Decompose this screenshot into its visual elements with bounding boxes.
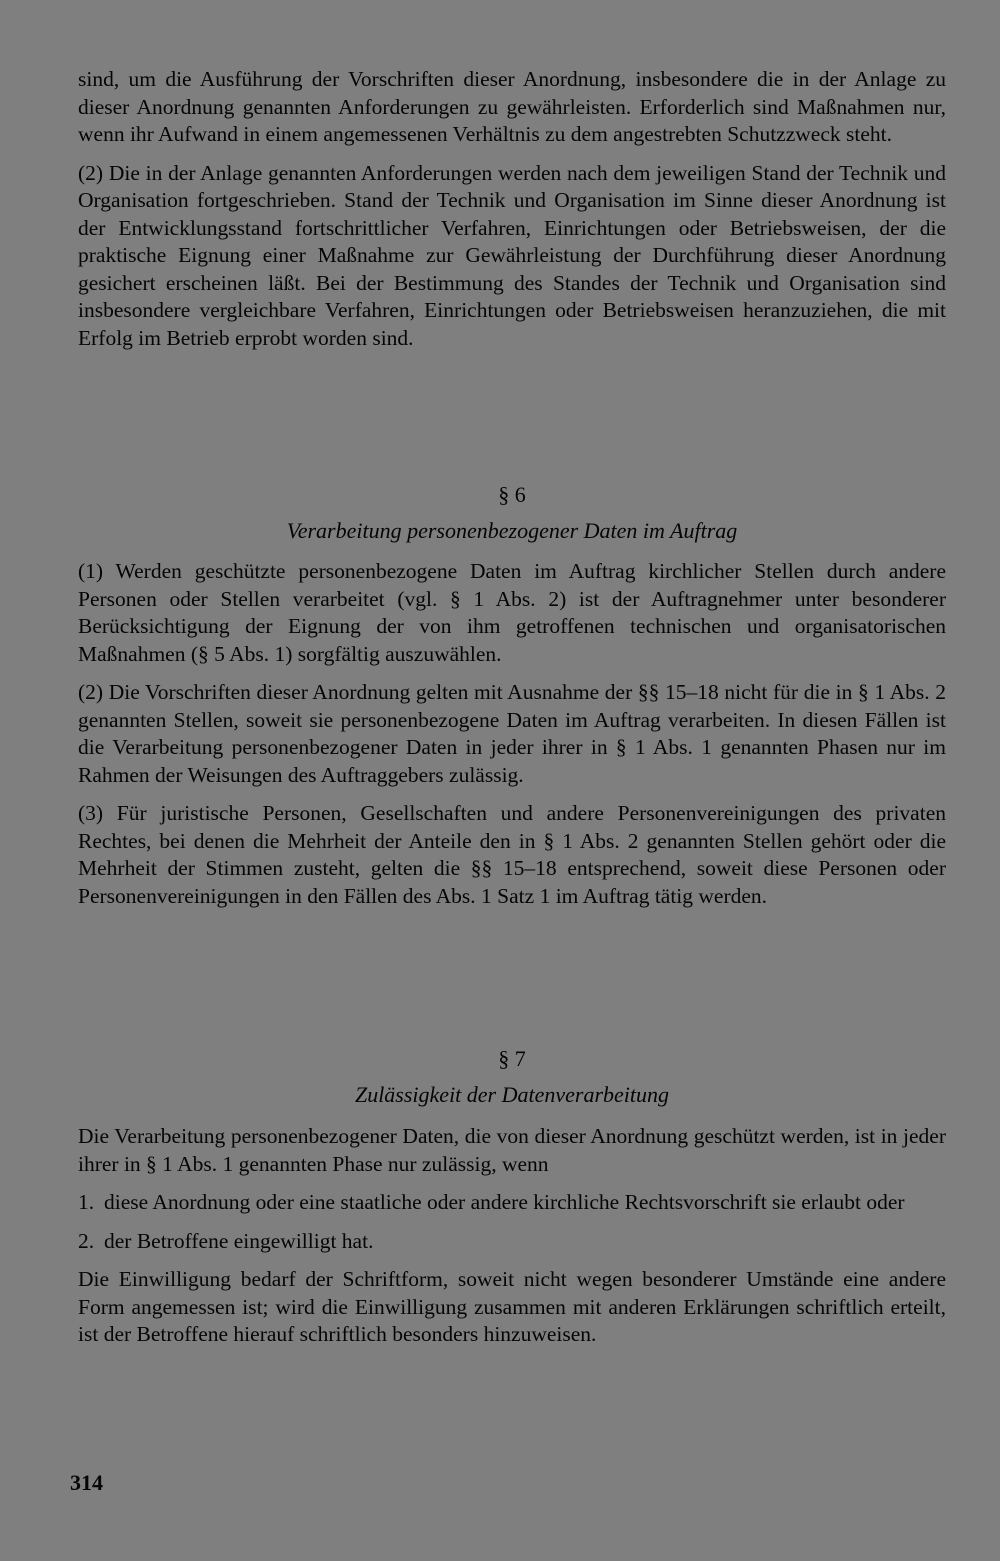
section-6-title: Verarbeitung personenbezogener Daten im Auftrag [286, 518, 738, 543]
section-6-body [78, 558, 946, 910]
list-item-number: 2. [78, 1228, 95, 1253]
section-7-title: Zulässigkeit der Datenverarbeitung [354, 1082, 670, 1107]
page-number: 314 [70, 1470, 103, 1495]
section-7-body [78, 1123, 946, 1349]
list-item-number: 1. [78, 1190, 95, 1214]
paragraph-continuation: sind, um die Ausführung der Vorschriften dieser Anordnung, insbesondere die in der Anlage zu dieser Anordnung genannten Anforderungen zu gewährleisten. Erforderlich sind Maßnahmen nur, wenn ihr Aufwand in einem angemessenen Verhältnis zu dem angestrebten Schutzzweck steht. [78, 67, 946, 146]
paragraph-6-1: (1) Werden geschützte personenbezogene Daten im Auftrag kirchlicher Stellen durch andere Personen oder Stellen verarbeitet (vgl. § 1 Abs. 2) ist der Auftragnehmer unter besonderer Berücksichtigung der Eignung der von ihm getroffenen technischen und organisatorischen Maßnahmen (§ 5 Abs. 1) sorgfältig auszuwählen. [78, 559, 946, 666]
list-item [78, 1189, 946, 1217]
paragraph-7-outro: Die Einwilligung bedarf der Schriftform, soweit nicht wegen besonderer Umstände eine andere Form angemessen ist; wird die Einwilligung zusammen mit anderen Erklärungen schriftlich erteilt, ist der Betroffene hierauf schriftlich besonders hinzuweisen. [78, 1267, 946, 1346]
section-7-number: § 7 [498, 1046, 526, 1071]
section-6-number: § 6 [498, 482, 526, 507]
list-item [78, 1228, 946, 1256]
text-top [78, 66, 946, 352]
list-item-text: diese Anordnung oder eine staatliche oder andere kirchliche Rechtsvorschrift sie erlaubt oder [104, 1190, 905, 1214]
paragraph-6-3: (3) Für juristische Personen, Gesellschaften und andere Personenvereinigungen des privaten Rechtes, bei denen die Mehrheit der Anteile den in § 1 Abs. 2 genannten Stellen gehört oder die Mehrheit der Stimmen zusteht, gelten die §§ 15–18 entsprechend, soweit diese Personen oder Personenvereinigungen in den Fällen des Abs. 1 Satz 1 im Auftrag tätig werden. [78, 801, 946, 908]
paragraph-7-intro: Die Verarbeitung personenbezogener Daten, die von dieser Anordnung geschützt werden, ist in jeder ihrer in § 1 Abs. 1 genannten Phase nur zulässig, wenn [78, 1124, 946, 1176]
paragraph-6-2: (2) Die Vorschriften dieser Anordnung gelten mit Ausnahme der §§ 15–18 nicht für die in § 1 Abs. 2 genannten Stellen, soweit sie personenbezogene Daten im Auftrag verarbeiten. In diesen Fällen ist die Verarbeitung personenbezogener Daten in jeder ihrer in § 1 Abs. 1 genannten Phasen nur im Rahmen der Weisungen des Auftraggebers zulässig. [78, 680, 946, 787]
list-item-text: der Betroffene eingewilligt hat. [104, 1228, 374, 1253]
paragraph-5-2: (2) Die in der Anlage genannten Anforderungen werden nach dem jeweiligen Stand der Technik und Organisation fortgeschrieben. Stand der Technik und Organisation im Sinne dieser Anordnung ist der Entwicklungsstand fortschrittlicher Verfahren, Einrichtungen oder Betriebsweisen, der die praktische Eignung einer Maßnahme zur Gewährleistung der Durchführung dieser Anordnung gesichert erscheinen läßt. Bei der Bestimmung des Standes der Technik und Organisation sind insbesondere vergleichbare Verfahren, Einrichtungen oder Betriebsweisen heranzuziehen, die mit Erfolg im Betrieb erprobt worden sind. [78, 160, 946, 350]
